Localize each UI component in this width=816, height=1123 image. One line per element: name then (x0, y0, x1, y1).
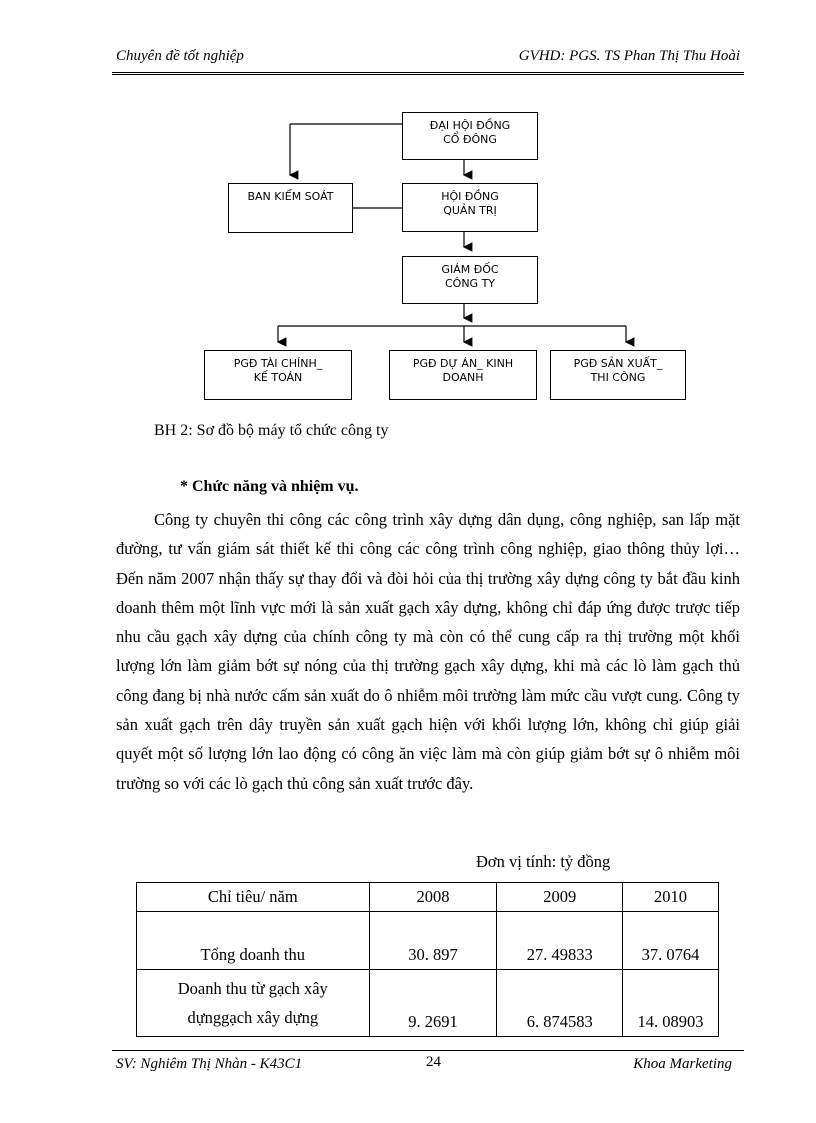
box-control (228, 183, 353, 233)
box-control-line1: BAN KIỂM SOÁT (247, 190, 334, 203)
box-board-line2: QUẢN TRỊ (443, 204, 497, 217)
table-row (137, 970, 719, 1037)
unit-label: Đơn vị tính: tỷ đồng (476, 852, 611, 871)
box-production-line1: PGĐ SẢN XUẤT_ (573, 357, 663, 370)
box-shareholders-line1: ĐẠI HỘI ĐỒNG (429, 119, 511, 132)
box-finance-line1: PGĐ TÀI CHÍNH_ (233, 357, 323, 370)
table-cell: 9. 2691 (369, 970, 497, 1037)
footer-rule (112, 1050, 744, 1051)
box-shareholders-line2: CỔ ĐÔNG (443, 133, 497, 146)
box-director-line2: CÔNG TY (444, 277, 496, 290)
box-shareholders (402, 112, 538, 160)
footer-left: SV: Nghiêm Thị Nhàn - K43C1 (116, 1056, 303, 1072)
box-finance-line2: KẾ TOÁN (253, 371, 303, 384)
row-label-line2: dựnggạch xây dựng (187, 1008, 319, 1027)
row-label-line1: Doanh thu từ gạch xây (177, 979, 328, 998)
figure-caption: BH 2: Sơ đồ bộ máy tổ chức công ty (154, 422, 389, 439)
header-left: Chuyên đề tốt nghiệp (116, 48, 244, 64)
page-footer (116, 1056, 732, 1080)
row-label (137, 970, 370, 1037)
table-row (137, 912, 719, 970)
box-finance (204, 350, 352, 400)
header-cell: 2010 (623, 883, 719, 912)
header-right: GVHD: PGS. TS Phan Thị Thu Hoài (518, 48, 740, 64)
table-cell: 27. 49833 (497, 912, 623, 970)
footer-right: Khoa Marketing (633, 1056, 732, 1072)
page-number: 24 (426, 1054, 441, 1070)
org-chart (0, 0, 816, 420)
box-business (389, 350, 537, 400)
header-cell: Chỉ tiêu/ năm (137, 883, 370, 912)
table-header-row (137, 883, 719, 912)
box-production (550, 350, 686, 400)
box-business-line2: DOANH (442, 371, 484, 384)
box-director-line1: GIÁM ĐỐC (441, 263, 499, 276)
table-cell: 37. 0764 (623, 912, 719, 970)
table-cell: 14. 08903 (623, 970, 719, 1037)
revenue-table (136, 882, 719, 1037)
body-paragraph: Công ty chuyên thi công các công trình xây dựng dân dụng, công nghiệp, san lấp mặt đường, tư vấn giám sát thiết kế thi công các công trình công nghiệp, giao thông thủy lợi… Đến năm 2007 nhận thấy sự thay đổi và đòi hỏi của thị trường xây dựng công ty bắt đầu kinh doanh thêm một lĩnh vực mới là sản xuất gạch xây dựng, không chỉ đáp ứng được trược tiếp nhu cầu gạch xây dựng của chính công ty mà còn có thể cung cấp ra thị trường một khối lượng lớn làm giảm bớt sự nóng của thị trường gạch xây dựng, khi mà các lò làm gạch thủ công đang bị nhà nước cấm sản xuất do ô nhiễm môi trường làm mức cầu vượt cung. Công ty sản xuất gạch trên dây truyền sản xuất gạch hiện với khối lượng lớn, không chỉ giúp giải quyết một số lượng lớn lao động có công ăn việc làm mà còn giúp giảm bớt sự ô nhiễm môi trường so với các lò gạch thủ công sản xuất trước đây. (116, 510, 740, 793)
section-title: * Chức năng và nhiệm vụ. (180, 478, 359, 495)
table-cell: 6. 874583 (497, 970, 623, 1037)
box-board (402, 183, 538, 232)
header-cell: 2008 (369, 883, 497, 912)
row-label: Tổng doanh thu (137, 912, 370, 970)
box-director (402, 256, 538, 304)
header-cell: 2009 (497, 883, 623, 912)
box-business-line1: PGĐ DỰ ÁN_ KINH (412, 357, 514, 370)
box-production-line2: THI CÔNG (590, 371, 646, 384)
table-cell: 30. 897 (369, 912, 497, 970)
box-board-line1: HỘI ĐỒNG (441, 190, 499, 203)
